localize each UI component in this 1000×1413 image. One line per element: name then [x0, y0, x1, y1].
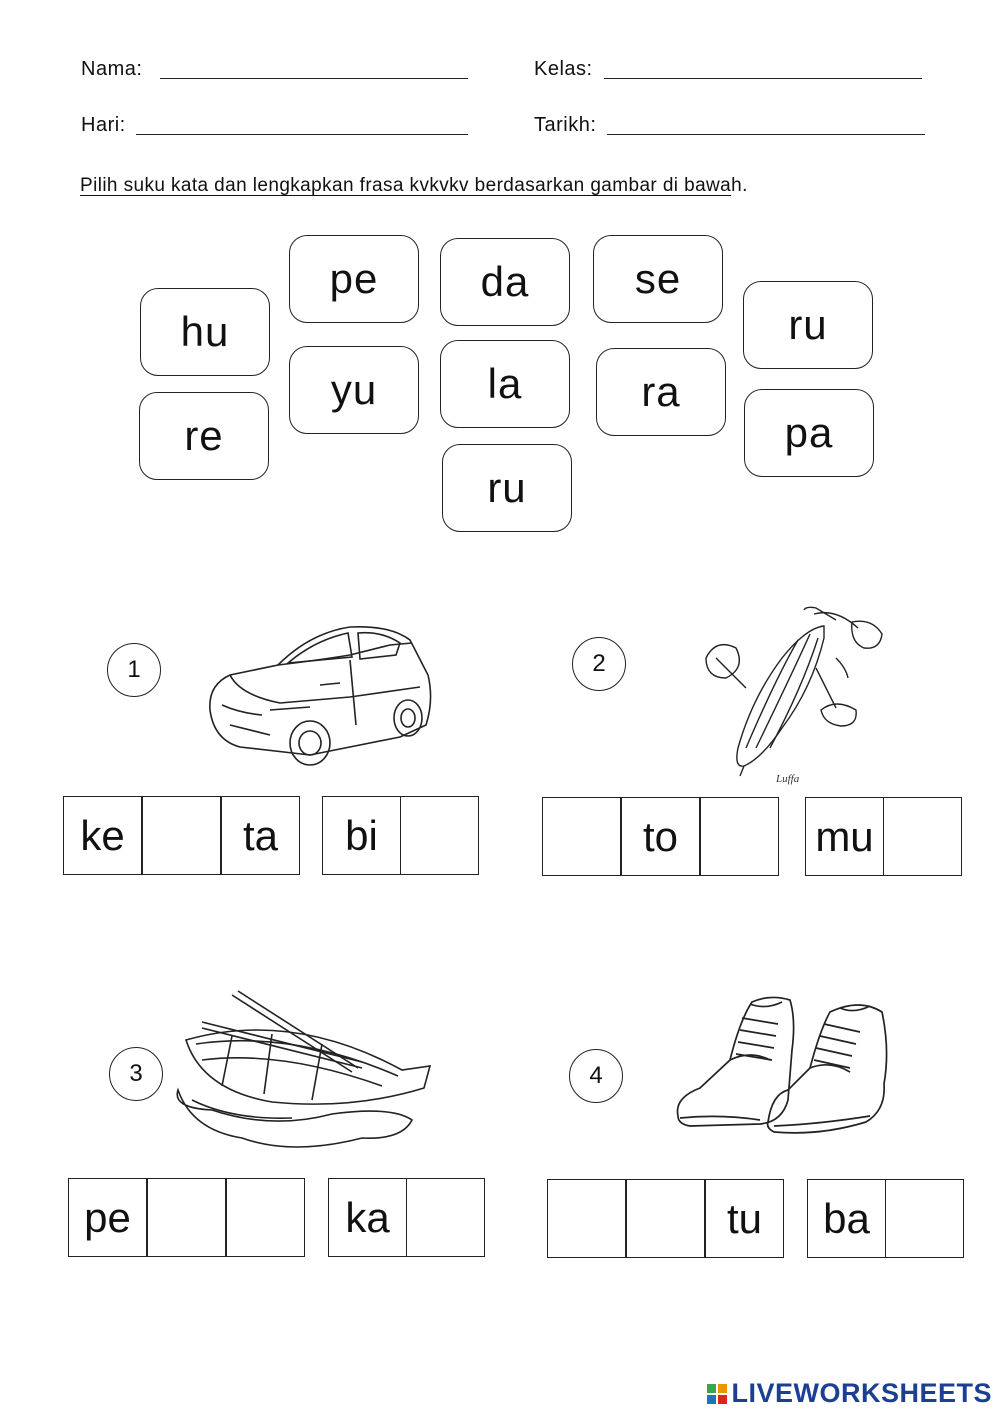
syllable-tile[interactable]: da: [440, 238, 570, 326]
instruction-rest: h.: [731, 175, 748, 196]
hari-label: Hari:: [81, 114, 126, 136]
question-number: 2: [572, 637, 626, 691]
luffa-picture: [686, 598, 896, 788]
answer-box: ba: [807, 1179, 886, 1258]
answer-box-empty[interactable]: [700, 797, 779, 876]
answer-box-empty[interactable]: [147, 1178, 226, 1257]
answer-box-empty[interactable]: [400, 796, 479, 875]
luffa-caption: Luffa: [776, 773, 800, 785]
syllable-tile[interactable]: yu: [289, 346, 419, 434]
answer-box: ka: [328, 1178, 407, 1257]
kelas-field[interactable]: [604, 78, 922, 79]
syllable-tile[interactable]: se: [593, 235, 723, 323]
hari-field[interactable]: [136, 134, 468, 135]
instruction-underlined: Pilih suku kata dan lengkapkan frasa kvkvkv berdasarkan gambar di bawa: [80, 175, 732, 196]
answer-box-empty[interactable]: [542, 797, 621, 876]
kelas-label: Kelas:: [534, 58, 593, 80]
syllable-tile[interactable]: pe: [289, 235, 419, 323]
syllable-tile[interactable]: hu: [140, 288, 270, 376]
answer-box: mu: [805, 797, 884, 876]
tarikh-field[interactable]: [607, 134, 925, 135]
answer-box: to: [621, 797, 700, 876]
answer-box-empty[interactable]: [626, 1179, 705, 1258]
syllable-tile[interactable]: ru: [442, 444, 572, 532]
answer-box: ke: [63, 796, 142, 875]
tarikh-label: Tarikh:: [534, 114, 597, 136]
liveworksheets-brand-text: LIVEWORKSHEETS: [731, 1378, 992, 1408]
question-number: 1: [107, 643, 161, 697]
answer-box-empty[interactable]: [142, 796, 221, 875]
instruction: [80, 175, 748, 197]
answer-box: tu: [705, 1179, 784, 1258]
liveworksheets-logo-icon: [707, 1384, 727, 1404]
syllable-tile[interactable]: pa: [744, 389, 874, 477]
answer-box-empty[interactable]: [885, 1179, 964, 1258]
answer-box-empty[interactable]: [226, 1178, 305, 1257]
rowboat-picture: [172, 990, 434, 1160]
nama-label: Nama:: [81, 58, 143, 80]
syllable-tile[interactable]: re: [139, 392, 269, 480]
answer-box: ta: [221, 796, 300, 875]
answer-box: pe: [68, 1178, 147, 1257]
car-picture: [200, 615, 440, 775]
shoes-picture: [670, 990, 900, 1140]
syllable-tile[interactable]: ru: [743, 281, 873, 369]
answer-box: bi: [322, 796, 401, 875]
question-number: 4: [569, 1049, 623, 1103]
answer-box-empty[interactable]: [883, 797, 962, 876]
syllable-tile[interactable]: la: [440, 340, 570, 428]
liveworksheets-logo: [707, 1378, 992, 1409]
answer-box-empty[interactable]: [547, 1179, 626, 1258]
answer-box-empty[interactable]: [406, 1178, 485, 1257]
syllable-tile[interactable]: ra: [596, 348, 726, 436]
question-number: 3: [109, 1047, 163, 1101]
nama-field[interactable]: [160, 78, 468, 79]
